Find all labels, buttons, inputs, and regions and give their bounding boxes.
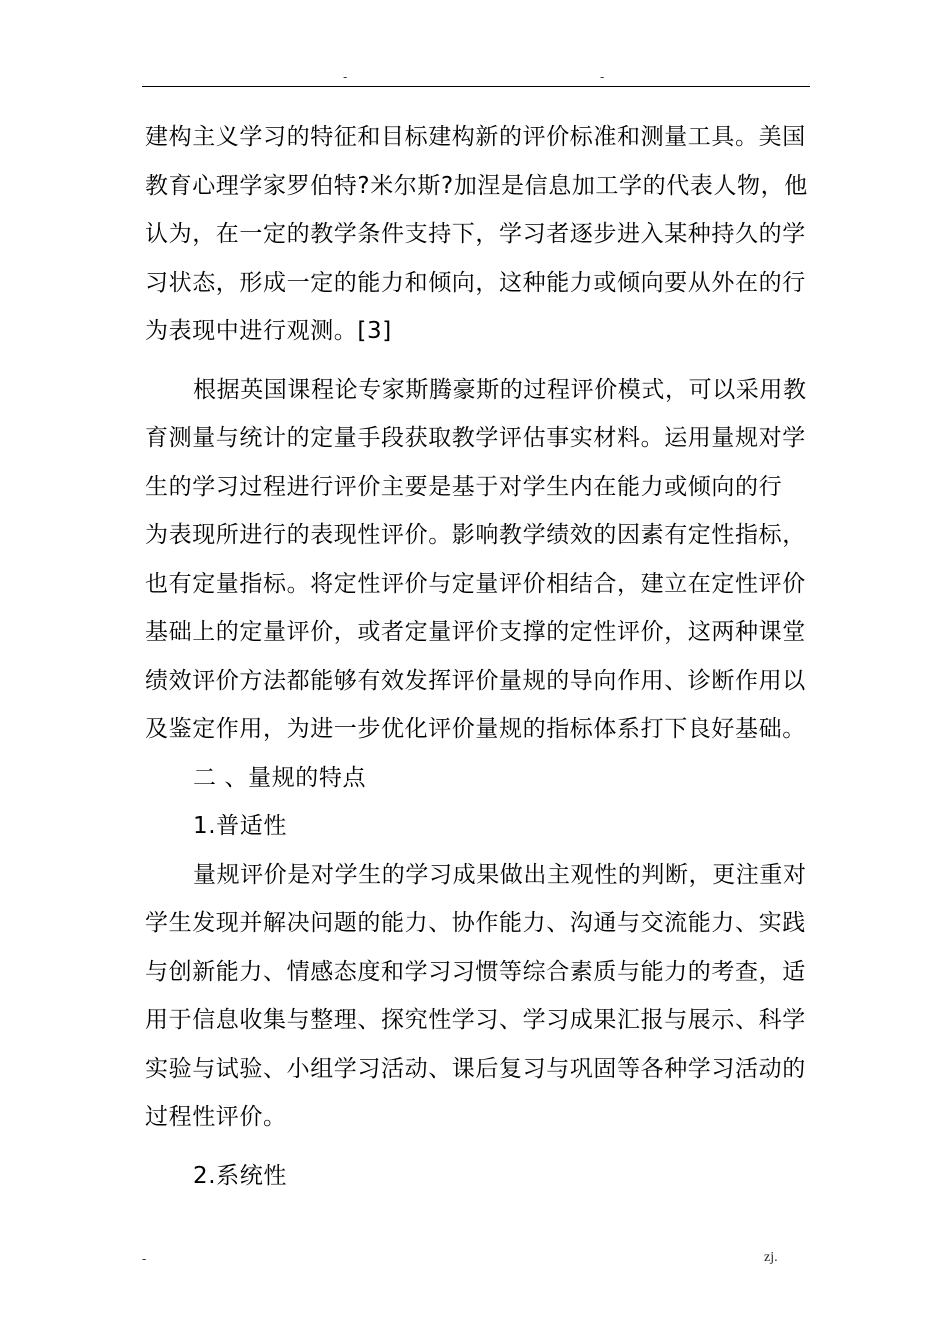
- paragraph-line: 与创新能力、情感态度和学习习惯等综合素质与能力的考查，适: [145, 958, 806, 985]
- paragraph-line: 习状态，形成一定的能力和倾向，这种能力或倾向要从外在的行: [145, 269, 806, 296]
- paragraph-line: 及鉴定作用，为进一步优化评价量规的指标体系打下良好基础。: [145, 716, 806, 742]
- paragraph-line: 为表现中进行观测。[3]: [145, 318, 392, 344]
- paragraph-line: 基础上的定量评价，或者定量评价支撑的定性评价，这两种课堂: [145, 619, 806, 645]
- paragraph-line: 用于信息收集与整理、探究性学习、学习成果汇报与展示、科学: [145, 1007, 806, 1033]
- paragraph-line: 教育心理学家罗伯特?米尔斯?加涅是信息加工学的代表人物，他: [145, 172, 808, 199]
- paragraph-line: 生的学习过程进行评价主要是基于对学生内在能力或倾向的行: [145, 473, 783, 500]
- paragraph-line: 也有定量指标。将定性评价与定量评价相结合，建立在定性评价: [145, 570, 806, 597]
- subsection-heading: 1.普适性: [193, 813, 287, 839]
- body-text: [145, 113, 810, 1200]
- subsection-heading: 2.系统性: [193, 1162, 287, 1189]
- paragraph-line: 认为，在一定的教学条件支持下，学习者逐步进入某种持久的学: [145, 221, 806, 247]
- paragraph-line: 根据英国课程论专家斯腾豪斯的过程评价模式，可以采用教: [193, 376, 807, 403]
- header-mark-left: -: [343, 70, 348, 84]
- paragraph-line: 绩效评价方法都能够有效发挥评价量规的导向作用、诊断作用以: [145, 667, 806, 694]
- paragraph-line: 过程性评价。: [145, 1104, 287, 1130]
- paragraph-line: 为表现所进行的表现性评价。影响教学绩效的因素有定性指标，: [145, 522, 806, 548]
- footer-mark-right: zj.: [764, 1250, 778, 1265]
- footer-mark-left: -: [142, 1252, 147, 1266]
- paragraph-line: 量规评价是对学生的学习成果做出主观性的判断，更注重对: [193, 861, 807, 888]
- header-rule: [142, 86, 810, 87]
- paragraph-line: 育测量与统计的定量手段获取教学评估事实材料。运用量规对学: [145, 425, 806, 451]
- section-heading: 二 、量规的特点: [193, 764, 367, 791]
- header-mark-right: -: [600, 70, 605, 84]
- paragraph-line: 学生发现并解决问题的能力、协作能力、沟通与交流能力、实践: [145, 910, 806, 936]
- paragraph-line: 实验与试验、小组学习活动、课后复习与巩固等各种学习活动的: [145, 1055, 806, 1082]
- paragraph-line: 建构主义学习的特征和目标建构新的评价标准和测量工具。美国: [145, 124, 806, 150]
